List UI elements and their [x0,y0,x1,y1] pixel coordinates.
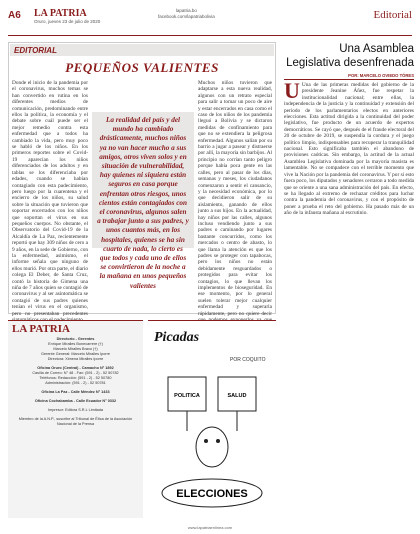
web-links [158,8,215,20]
section-title: Editorial [373,9,412,21]
page-number: A6 [8,10,21,21]
dropcap: U [284,78,300,103]
elections-label: ELECCIONES [176,488,248,500]
column-byline: POR: MARCELO OVIEDO TÓRES [284,73,414,80]
cartoon-signature: POR COQUITO [230,357,266,363]
cartoon [148,320,276,518]
staff-line: Miembro de la A.N.P., suscribe al Tribunal de Ética de la Asociación Nacional de la Prensa [18,417,133,426]
cartoon-brand: Picadas [154,330,200,345]
column-title: Una Asamblea Legislativa desenfrenada [286,43,414,69]
staff-line: Administración: (591 - 2) - 52 50781 [45,381,106,385]
pull-quote: La realidad del país y del mundo ha cambiado drásticamente, muchos niños ya no van hacer mucho a sus amigos, otros viven solos y en situación de vulnerabilidad, hay quienes ni siquiera están seguros en casa porque enfrentan otros riesgos, unos cientos están contagiados con el coronavirus, algunos salen a trabajar junto a sus padres, y unos cuantos más, en los hospitales, quienes se ha sin cuarto de nada, lo cierto es que todos y cada uno de ellos se convirtieron de la noche a la mañana en unos pequeños valientes [92,112,194,248]
editorial-column-2 [198,80,272,317]
staff-list [8,337,143,427]
sign-left-label: POLITICA [174,393,200,399]
staff-line: Gerente General: Marcelo Miralles Iporre [40,352,110,356]
staff-line: Oficina Oruro (Central) - Camacho N° 1892 [37,366,114,370]
editorial-tag: EDITORIAL [10,44,274,56]
editorial-title: PEQUEÑOS VALIENTES [65,60,219,75]
staff-line: Enrique Miralles Bonecarrere (†) [48,342,103,346]
staff-box [8,320,143,518]
character [196,427,228,467]
staff-masthead: LA PATRIA [12,323,70,335]
footer[interactable]: www.lapatriaenlinea.com [187,525,233,530]
editorial-column-1 [12,80,88,317]
masthead [34,8,100,24]
editorial-column-1-text: Donde el inicio de la pandemia por el coronavirus, muchos temas se han convertido en rutina en los diferentes medios de comunicación, predominando entre ellos la política, la economía y el debate sobre cuál puede ser el mejor remedio contra esta enfermedad que a todos ha cambiado la vida, pero muy poco se habló de los niños. En los primeros reportes sobre el Covid-19 aparecían los niños diferenciados de los adultos y en tablas se los diferenciaba por edades, cuando se habían contagiado con esta padecimiento, pero luego por la cuarentena y el encierro de los niños, su salud sobre la situación que tuvieron que soportar encerrados con los niños que soportan el virus en sus pequeños cuerpos. No obstante, el Observatorio del Covid-19 de la Alcaldía de La Paz, recientemente reportó que hay 309 niños de cero a 9 años, en la sede de Gobierno, con la enfermedad, asimismo, el informe señala que ninguno de ellos murió. Por otra parte, el diario colega El Deber, de Santa Cruz, contó la historia de Gimena una niña de 7 años quien se contagió de coronavirus y al ser asintomática se contagió de sus padres quienes tenían el virus en el organismo, pero no presentaban precedentes [12,80,88,317]
staff-line: Oficina Cochabamba - Calle Ecuador N° 0332 [34,399,117,403]
staff-line: Oficina La Paz - Calle Méndez N° 1433 [41,390,110,394]
column-body-text: Una de las primeras medidas del gobierno de la presidente Jeanine Áñez, fue respetar la institucionalidad nacional; entre ellas, la independencia de la justicia y la continuidad y extensión del periodo de los parlamentarios electos en anteriores elecciones. Esta actitud dirigida a la continuidad del poder legislativo, fue producto de un acuerdo de expertos democráticos. Se cayó que, después de el fraude electoral del 20 de octubre de 2019, se suspendía la cordura y el juego político limpio, indispensables para recuperar la tranquilidad nacional. Esto significaba también el abandono de provisiones caóticas. Sin embargo, la actitud de la actual Asamblea Legislativa dominada por la mayoría masista es lamentable. No se compadece con el terrible momento que vive la Nación por la pandemia del coronavirus. Y por si esto fuera poco, los diputados y senadores cerraron a todo medida que se oriente a una sana administración del país. En efecto, se ha llegado al extremo de rechazar créditos para luchar contra la pandemia del coronavirus, y con el propósito de poner a prueba el reto del gobierno. Ha pasado más de un año de la infausta mañana al escrutinio. [284,82,414,217]
cartoon-drawing [148,321,276,519]
column-body [284,78,414,526]
editorial-column-2-text: Muchos niños tuvieron que adaptarse a esta nueva realidad, algunos con un retrato especial para salir a tomar un poco de aire y estar encerrados en casa como el caso de los niños de los pandemia lleguó a Bolivia y se dictaron medidas de confinamiento para que no se extendiera la peligrosa enfermedad. Algunos salían por su barrio a jugar a pasear y distraerse por allí, la mayoría sin barbijos. Al principio no corrían tanto peligro porque había poca gente en las calles, pero al pasar de los días, semanas y meses, los ciudadanos comenzaron a sentir el cansancio, y la necesidad económica, por lo que decidieron salir de su aislamiento, ganando de ellos junto a sus hijos. En la actualidad, hay niños por las calles, algunos incluso vendiendo junto a sus padres o caminando por lugares bastante concurridos, como los mercados o centro de abasto, lo que llama la atención es que los padres se proteger con tapabocas, pero los niños no están debidamente resguardados o protegidos para evitar los contagios, lo que llevan los implementos de bioseguridad. En ese momento, por lo general suelen tolerar mejor cualquier enfermedad y superarla rápidamente, pero no quiere decir [198,80,272,317]
staff-line: Teléfonos: Redacción: (591 - 2) - 52 50780 [39,376,112,380]
sign-right-label: SALUD [227,393,247,399]
staff-line: Marcelo Miralles Bravo (†) [53,347,98,351]
website-link[interactable]: lapatria.bo [175,8,197,13]
page-header [8,6,412,36]
facebook-link[interactable]: facebook.com/lapatriabolivia [158,14,215,19]
masthead-title: LA PATRIA [34,8,87,19]
staff-line: Impresor: Editora S.R.L Limitada [48,408,103,412]
staff-line: Casilla de Correo: N° 48 - Fax: (591 - 2) - 52 50782 [32,371,119,375]
staff-line: Directorio - Gerentes [56,337,95,341]
staff-line: Directora: Ximena Miralles Iporre [47,357,104,361]
masthead-date: Oruro, jueves 23 de julio de 2020 [34,19,101,24]
